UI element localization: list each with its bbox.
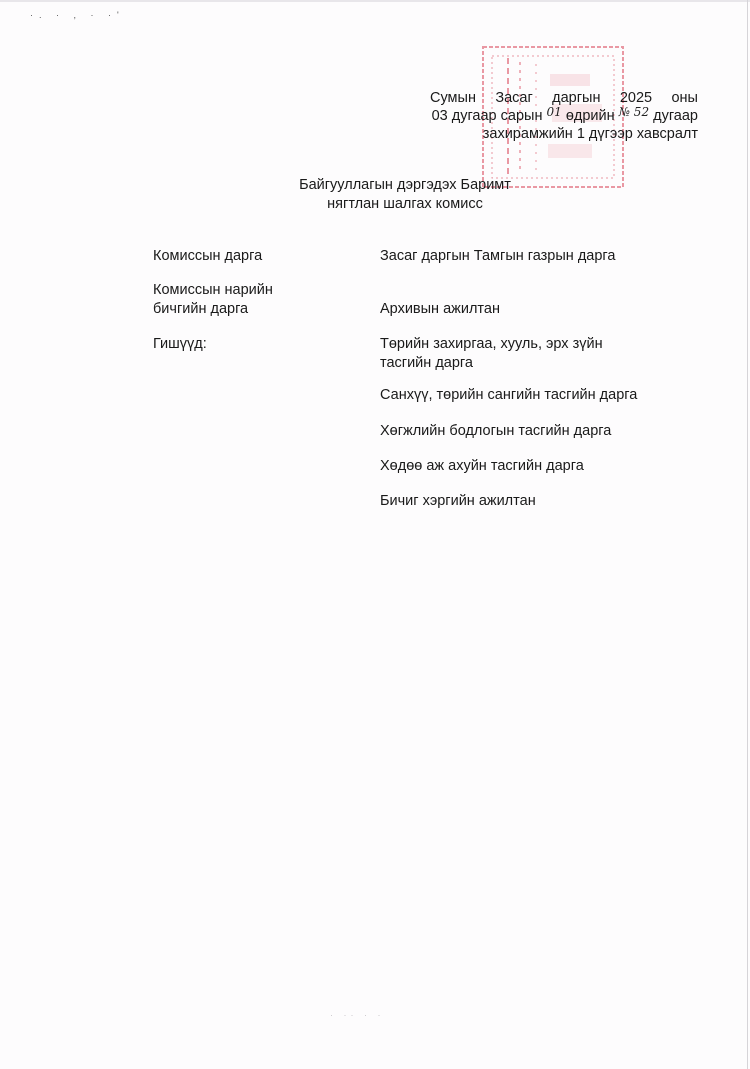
handwritten-number: № 52: [618, 105, 650, 119]
decree-line-3: захирамжийн 1 дүгээр хавсралт: [482, 126, 698, 142]
word: Засаг: [495, 90, 533, 106]
chair-value: Засаг даргын Тамгын газрын дарга: [380, 248, 616, 264]
faint-bleed-through: · ·· · ·: [330, 1010, 385, 1020]
member-item: Хөгжлийн бодлогын тасгийн дарга: [380, 423, 612, 439]
title-line-1: Байгууллагын дэргэдэх Баримт: [299, 177, 511, 193]
member-item: Хөдөө аж ахуйн тасгийн дарга: [380, 458, 584, 474]
text: дугаар: [653, 108, 698, 124]
document-title: [270, 176, 540, 214]
text: 03 дугаар сарын: [431, 108, 543, 124]
decree-reference: [430, 89, 698, 143]
secretary-label-1: Комиссын нарийн: [153, 282, 273, 298]
word: Сумын: [430, 90, 476, 106]
decree-line-1: [430, 89, 698, 107]
word: 2025: [619, 90, 653, 106]
member-item: Санхүү, төрийн сангийн тасгийн дарга: [380, 387, 638, 403]
scan-edge: [0, 0, 750, 2]
word: даргын: [552, 90, 601, 106]
secretary-label-2: бичгийн дарга: [153, 301, 249, 317]
title-line-2: нягтлан шалгах комисс: [327, 196, 483, 212]
chair-label: Комиссын дарга: [153, 248, 263, 264]
member-item: тасгийн дарга: [380, 355, 473, 371]
scan-edge-right: [747, 0, 748, 1069]
member-item: Бичиг хэргийн ажилтан: [380, 493, 536, 509]
member-item: Төрийн захиргаа, хууль, эрх зүйн: [380, 336, 603, 352]
word: оны: [671, 90, 698, 106]
secretary-value: Архивын ажилтан: [380, 301, 500, 317]
decree-line-2: [430, 107, 698, 125]
scan-specks: ·. · , · ·': [30, 10, 125, 20]
text: өдрийн: [565, 108, 615, 124]
members-label: Гишүүд:: [153, 336, 207, 352]
handwritten-day: 01: [546, 105, 562, 119]
